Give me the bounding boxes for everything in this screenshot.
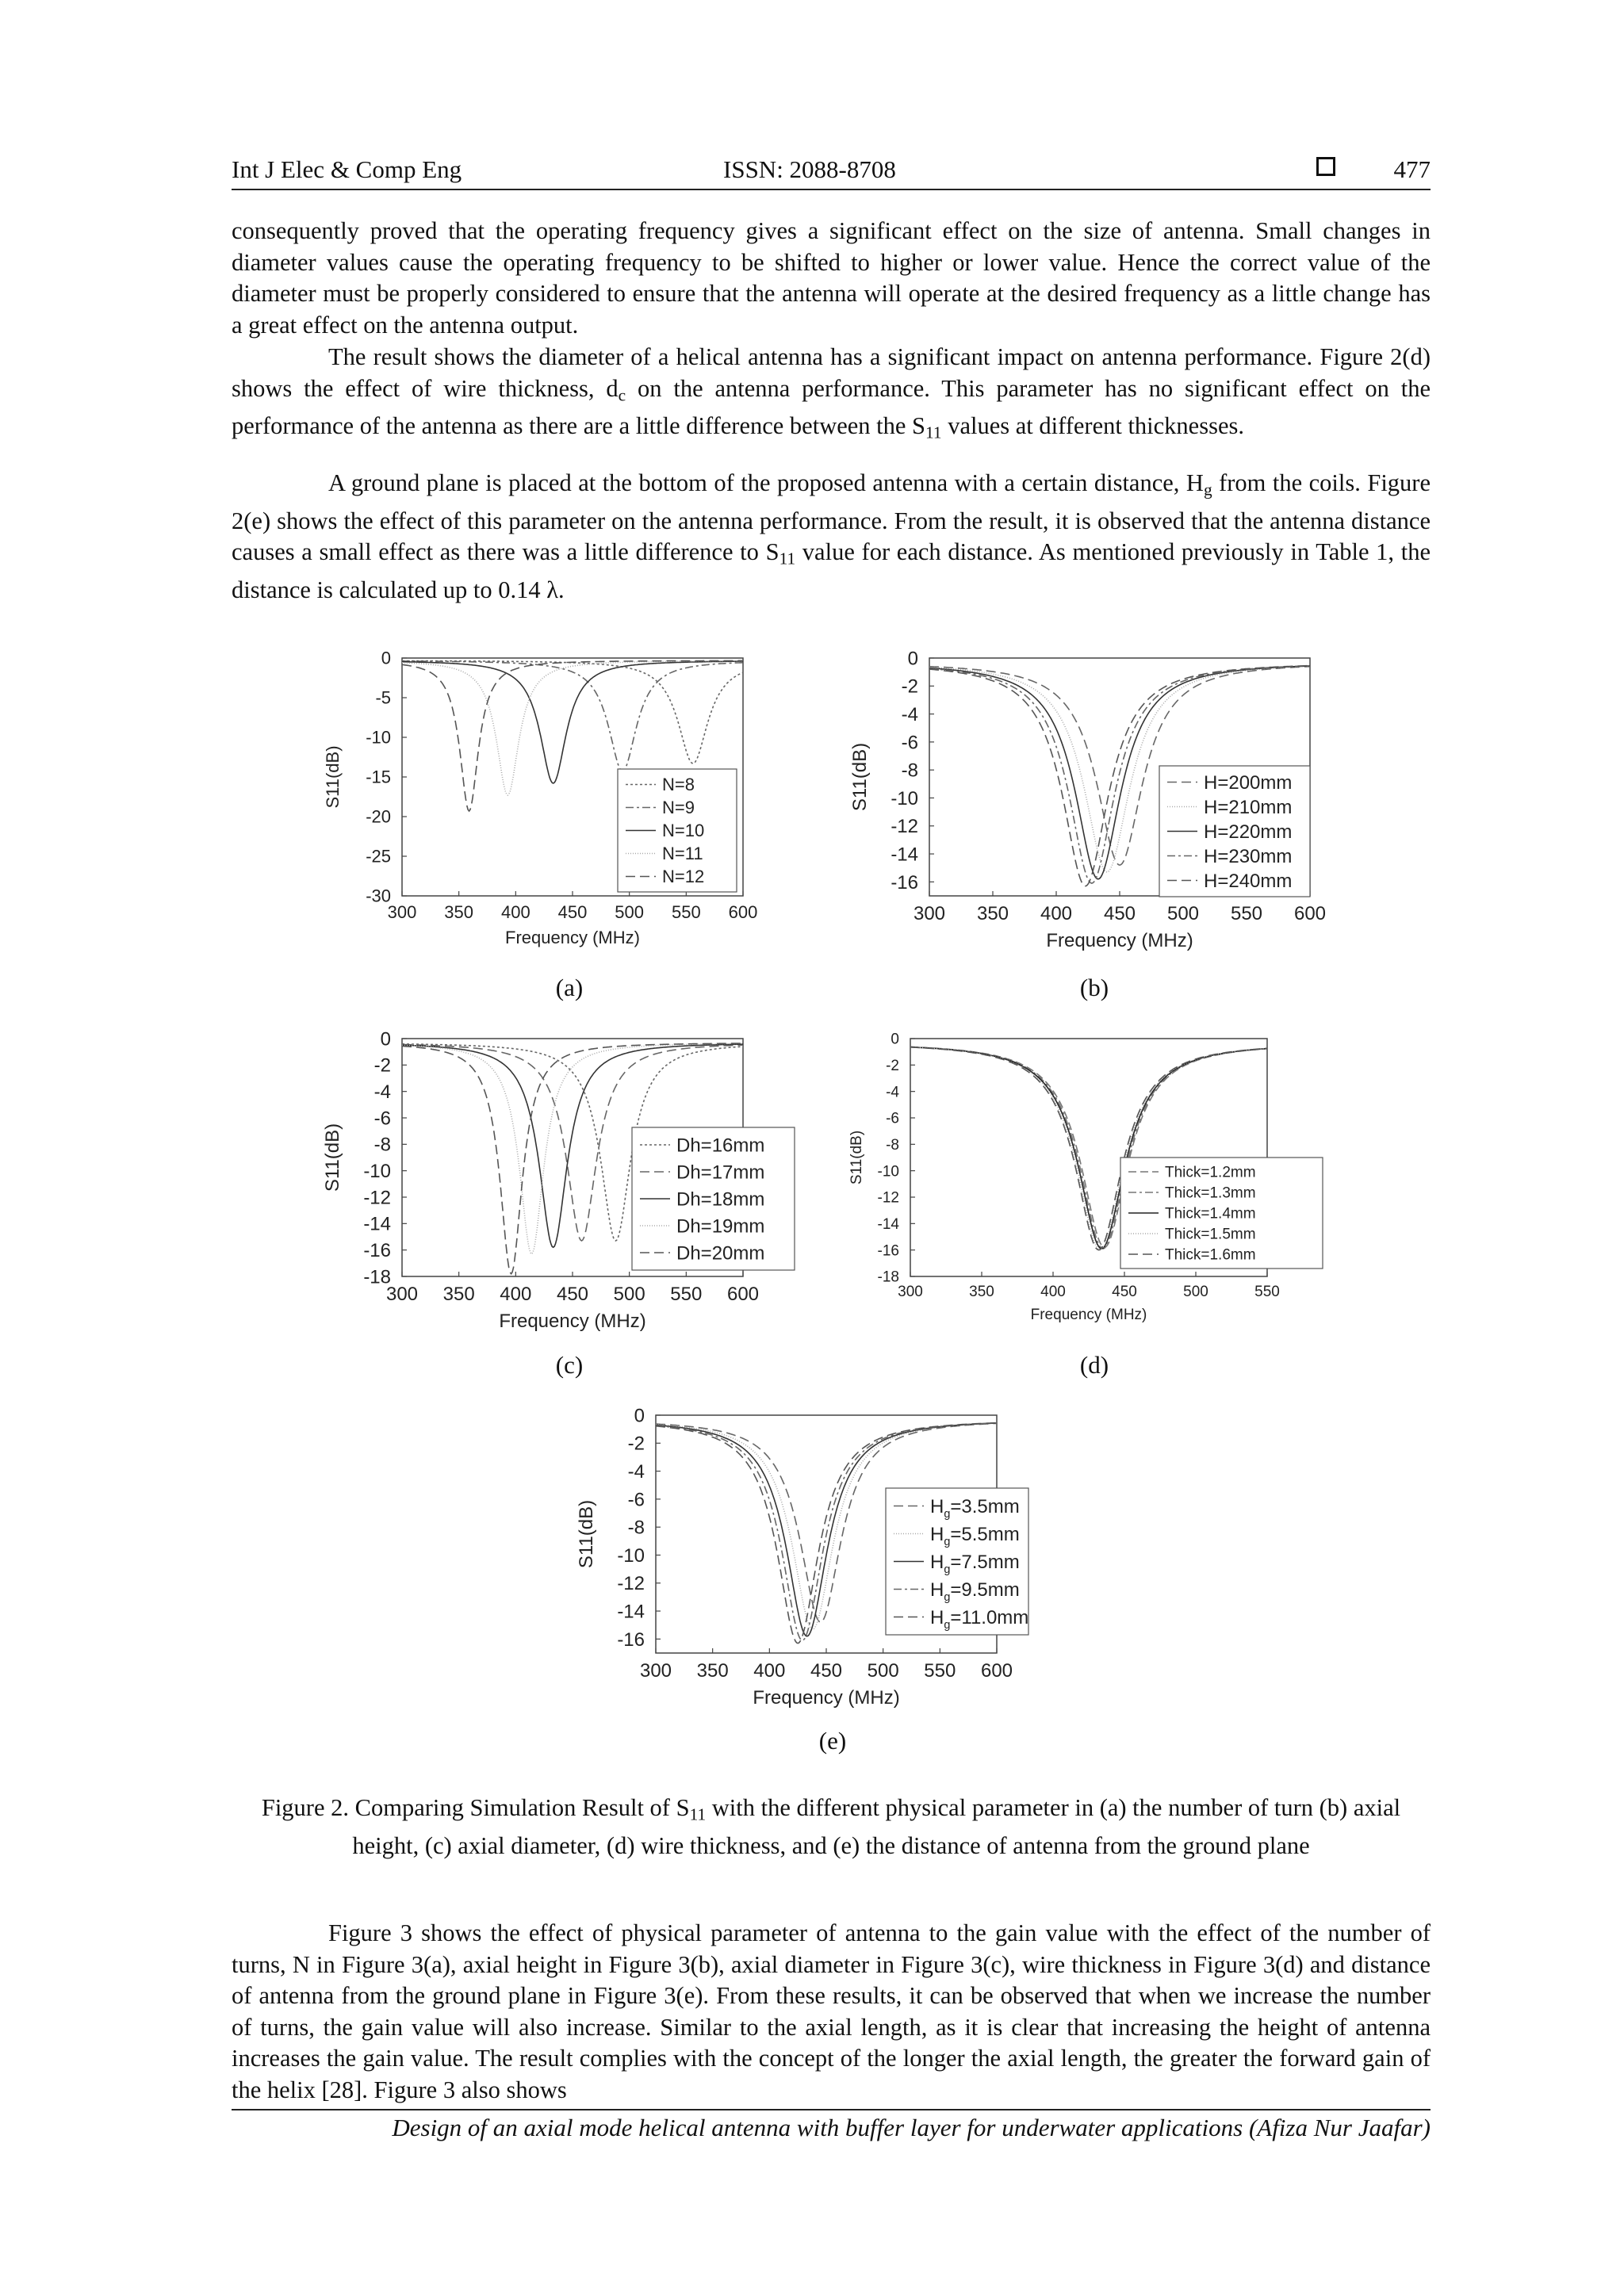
y-tick-label: -10 [617, 1544, 645, 1567]
figure-2b-sublabel: (b) [1079, 974, 1109, 1001]
paragraph-2-text-b: on the antenna performance. This parameter has no significant effect on the performance of the antenna as there are a little difference between the S [232, 374, 1431, 440]
y-tick-label: -5 [375, 687, 391, 708]
x-tick-label: 550 [924, 1660, 956, 1682]
x-tick-label: 400 [500, 902, 530, 922]
y-axis-label: S11(dB) [849, 742, 871, 812]
x-tick-label: 300 [898, 1284, 923, 1300]
x-tick-label: 550 [670, 1284, 703, 1305]
y-tick-label: -16 [877, 1242, 899, 1260]
y-tick-label: -4 [627, 1460, 645, 1483]
y-tick-label: -10 [366, 727, 391, 748]
legend-label-sub: g [944, 1563, 951, 1576]
y-tick-label: -12 [891, 816, 918, 838]
legend-label: H=240mm [1204, 870, 1293, 892]
y-tick-label: -18 [877, 1269, 899, 1286]
figure-2a-chart [313, 650, 821, 983]
x-tick-label: 450 [1103, 903, 1136, 924]
legend-label-base: H [930, 1551, 944, 1573]
y-tick-label: -14 [891, 844, 918, 866]
y-tick-label: -8 [901, 760, 918, 782]
legend-label [930, 1496, 1020, 1521]
legend-label: N=10 [662, 821, 705, 841]
x-tick-label: 550 [671, 902, 701, 922]
legend-label-base: H [930, 1495, 944, 1517]
legend-label: Dh=18mm [676, 1188, 765, 1211]
running-header [232, 155, 1431, 190]
legend-label: H=220mm [1204, 821, 1293, 843]
legend-label-sub: g [944, 1590, 951, 1604]
page-number: 477 [1393, 155, 1431, 183]
paragraph-3-text-b: from the coils. Figure 2(e) shows the effect of this parameter on the antenna performance. From the result, it is observed that the antenna distance causes a small effect as there was a little difference to S [232, 469, 1431, 566]
issn: ISSN: 2088-8708 [723, 155, 896, 183]
legend-label: Dh=20mm [676, 1242, 765, 1265]
legend-label-rest: =11.0mm [950, 1606, 1029, 1628]
legend-label-sub: g [944, 1535, 951, 1548]
series-line-3 [402, 661, 743, 783]
x-axis-label: Frequency (MHz) [753, 1687, 900, 1709]
y-tick-label: 0 [891, 1031, 899, 1048]
y-tick-label: -10 [363, 1161, 391, 1183]
y-tick-label: -14 [877, 1215, 899, 1233]
y-axis-label: S11(dB) [848, 1130, 865, 1185]
header-rule [232, 189, 1431, 190]
journal-name: Int J Elec & Comp Eng [232, 155, 462, 183]
y-tick-label: 0 [907, 648, 918, 670]
x-tick-label: 350 [976, 903, 1009, 924]
figure-2a-sublabel: (a) [555, 974, 584, 1001]
y-tick-label: -6 [373, 1108, 391, 1130]
x-tick-label: 400 [1040, 1284, 1066, 1300]
x-tick-label: 400 [1040, 903, 1073, 924]
x-tick-label: 300 [913, 903, 946, 924]
x-tick-label: 350 [696, 1660, 729, 1682]
legend-label [930, 1579, 1020, 1604]
legend-label-sub: g [944, 1507, 951, 1521]
y-tick-label: -6 [886, 1110, 899, 1127]
x-tick-label: 350 [442, 1284, 475, 1305]
x-tick-label: 550 [1230, 903, 1263, 924]
legend-label [930, 1524, 1020, 1548]
legend-label-rest: =3.5mm [950, 1495, 1020, 1517]
y-tick-label: -14 [617, 1601, 645, 1623]
x-tick-label: 550 [1254, 1284, 1280, 1300]
y-tick-label: -12 [363, 1187, 391, 1209]
y-tick-label: -30 [366, 886, 391, 906]
y-tick-label: 0 [381, 648, 391, 668]
x-tick-label: 600 [726, 1284, 760, 1305]
x-tick-label: 300 [385, 1284, 419, 1305]
legend-label: Dh=17mm [676, 1161, 765, 1184]
y-tick-label: -12 [617, 1573, 645, 1595]
legend-label: Dh=19mm [676, 1215, 765, 1238]
paragraph-2-text-a: The result shows the diameter of a helical antenna has a significant impact on antenna performance. Figure 2(d) shows the effect of wire thickness, d [232, 343, 1431, 402]
paragraph-4: Figure 3 shows the effect of physical parameter of antenna to the gain value with the effect of the number of turns, N in Figure 3(a), axial height in Figure 3(b), axial diameter in Figure 3(c), wire thickness in Figure 3(d) and distance of antenna from the ground plane in Figure 3(e). From these results, it can be observed that when we increase the number of turns, the gain value will also increase. Similar to the axial length, as it is clear that increasing the height of antenna increases the gain value. The result complies with the concept of the longer the axial length, the greater the forward gain of the helix [28]. Figure 3 also shows [232, 1919, 1431, 2103]
paragraph-3-sub-11: 11 [779, 549, 796, 568]
y-tick-label: -4 [901, 703, 918, 725]
legend-label: Dh=16mm [676, 1135, 765, 1157]
legend-label: Thick=1.3mm [1165, 1184, 1256, 1202]
caption-text-b: with the different physical parameter in (a) the number of turn (b) axial height, (c) axial diameter, (d) wire thickness, and (e) the distance of antenna from the ground plane [352, 1794, 1401, 1860]
y-tick-label: -12 [877, 1189, 899, 1207]
paragraph-3-text-a: A ground plane is placed at the bottom of the proposed antenna with a certain distance, H [328, 469, 1204, 496]
figure-caption [232, 1792, 1431, 1862]
y-tick-label: -10 [877, 1163, 899, 1181]
legend-label-base: H [930, 1606, 944, 1628]
x-tick-label: 400 [500, 1284, 532, 1305]
y-tick-label: -20 [366, 806, 391, 827]
legend-label: N=8 [662, 775, 695, 795]
caption-sub-11: 11 [689, 1804, 707, 1824]
y-tick-label: 0 [380, 1028, 391, 1050]
y-tick-label: -25 [366, 846, 391, 867]
figure-2d-sublabel: (d) [1079, 1351, 1109, 1379]
paragraph-2-text-c: values at different thicknesses. [941, 412, 1244, 440]
y-tick-label: -2 [886, 1057, 899, 1074]
x-axis-label: Frequency (MHz) [1046, 930, 1193, 951]
legend-label-rest: =5.5mm [950, 1523, 1020, 1545]
y-axis-label: S11(dB) [322, 1123, 343, 1192]
y-tick-label: -8 [373, 1134, 391, 1156]
y-tick-label: -6 [901, 732, 918, 754]
y-tick-label: -16 [891, 871, 918, 894]
caption-text-a: Figure 2. Comparing Simulation Result of S [261, 1794, 690, 1821]
figure-2b-chart [841, 650, 1348, 983]
x-tick-label: 450 [1112, 1284, 1137, 1300]
y-tick-label: -8 [627, 1517, 645, 1539]
x-tick-label: 400 [753, 1660, 786, 1682]
legend-label [930, 1552, 1020, 1576]
x-tick-label: 600 [980, 1660, 1013, 1682]
y-tick-label: 0 [634, 1405, 645, 1427]
y-tick-label: -18 [363, 1266, 391, 1288]
x-tick-label: 350 [444, 902, 474, 922]
y-tick-label: -16 [363, 1240, 391, 1262]
y-tick-label: -4 [886, 1084, 899, 1101]
y-axis-label: S11(dB) [323, 745, 343, 809]
x-tick-label: 600 [728, 902, 758, 922]
y-tick-label: -8 [886, 1136, 899, 1154]
legend-label: H=210mm [1204, 796, 1293, 818]
paragraph-3-sub-g: g [1203, 480, 1212, 499]
y-tick-label: -4 [373, 1081, 391, 1104]
x-axis-label: Frequency (MHz) [499, 1311, 646, 1332]
x-axis-label: Frequency (MHz) [1030, 1307, 1147, 1323]
x-tick-label: 500 [613, 1284, 645, 1305]
y-tick-label: -2 [627, 1433, 645, 1455]
legend-label-rest: =7.5mm [950, 1551, 1020, 1573]
x-tick-label: 450 [556, 1284, 589, 1305]
y-tick-label: -6 [627, 1489, 645, 1511]
paragraph-3 [232, 468, 1431, 607]
paragraph-2-sub-11: 11 [925, 423, 942, 442]
y-axis-label: S11(dB) [576, 1499, 597, 1569]
legend-label-base: H [930, 1578, 944, 1601]
legend-label: Thick=1.6mm [1165, 1246, 1256, 1264]
x-tick-label: 600 [1293, 903, 1327, 924]
paragraph-2 [232, 342, 1431, 449]
x-tick-label: 300 [387, 902, 417, 922]
x-tick-label: 450 [557, 902, 588, 922]
paragraph-1: consequently proved that the operating frequency gives a significant effect on the size of antenna. Small changes in diameter values cause the operating frequency to be shifted to higher or lower value. Hence the correct value of the diameter must be properly considered to ensure that the antenna will operate at the desired frequency as a little change has a great effect on the antenna output. [232, 217, 1431, 339]
x-tick-label: 500 [1166, 903, 1200, 924]
x-tick-label: 500 [1183, 1284, 1208, 1300]
legend-label: Thick=1.5mm [1165, 1226, 1256, 1243]
figure-2c-chart [313, 1028, 821, 1364]
x-axis-label: Frequency (MHz) [505, 928, 640, 947]
running-footer: Design of an axial mode helical antenna with buffer layer for underwater applications (Afiza Nur Jaafar) [392, 2114, 1431, 2141]
legend-label-sub: g [944, 1618, 951, 1632]
x-tick-label: 500 [867, 1660, 899, 1682]
paragraph-3-text-c: value for each distance. As mentioned previously in Table 1, the distance is calculated up to 0.14 λ. [232, 538, 1431, 604]
x-tick-label: 300 [639, 1660, 672, 1682]
legend-label: N=9 [662, 798, 695, 818]
legend-label: Thick=1.4mm [1165, 1205, 1256, 1223]
figure-2e-sublabel: (e) [818, 1727, 847, 1755]
paragraph-2-sub-c: c [618, 385, 626, 404]
y-tick-label: -14 [363, 1213, 391, 1235]
figure-2d-chart [841, 1031, 1348, 1364]
legend-label-rest: =9.5mm [950, 1578, 1020, 1601]
y-tick-label: -10 [891, 787, 918, 809]
legend-label: N=11 [662, 844, 703, 864]
x-tick-label: 500 [615, 902, 645, 922]
legend-label: H=230mm [1204, 845, 1293, 867]
legend-label: Thick=1.2mm [1165, 1164, 1256, 1181]
y-tick-label: -16 [617, 1628, 645, 1651]
series-line-2 [402, 661, 743, 771]
y-tick-label: -2 [373, 1054, 391, 1077]
legend-label: H=200mm [1204, 771, 1293, 794]
x-tick-label: 450 [810, 1660, 843, 1682]
legend-label-base: H [930, 1523, 944, 1545]
y-tick-label: -2 [901, 675, 918, 698]
x-tick-label: 350 [969, 1284, 994, 1300]
y-tick-label: -15 [366, 767, 391, 787]
footer-rule [232, 2109, 1431, 2110]
figure-2c-sublabel: (c) [555, 1351, 584, 1379]
legend-label: N=12 [662, 867, 705, 887]
square-icon [1316, 157, 1335, 176]
figure-2e-chart [567, 1407, 1074, 1740]
